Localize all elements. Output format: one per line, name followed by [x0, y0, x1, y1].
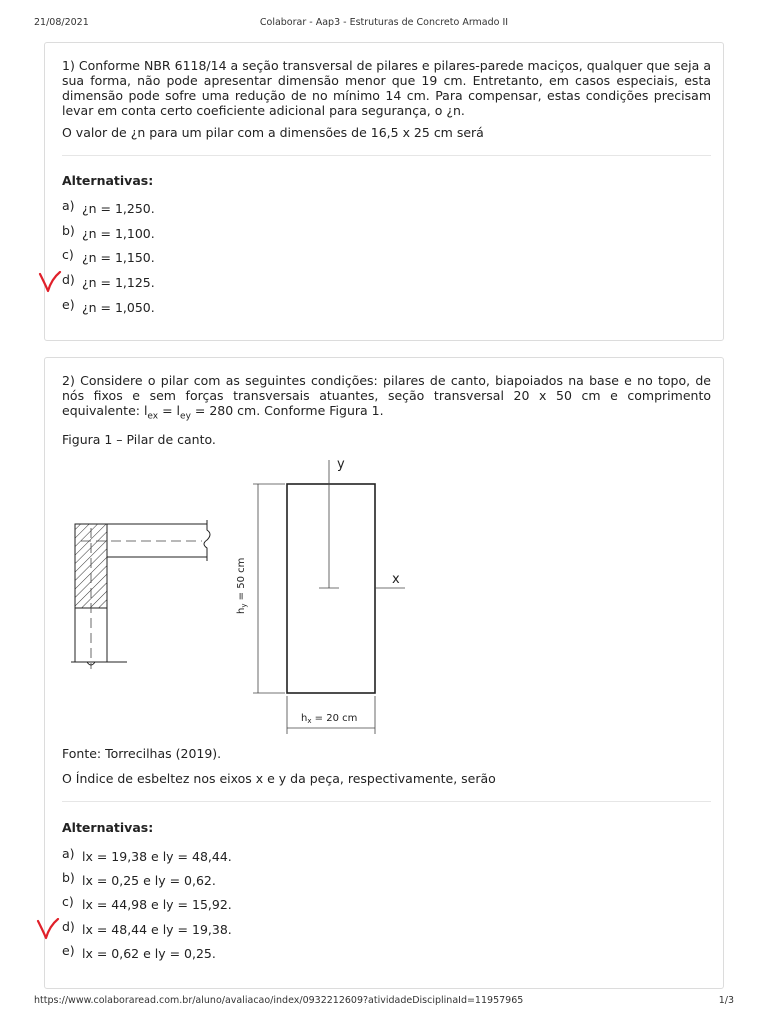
corner-column-detail [71, 520, 210, 669]
divider [62, 155, 711, 156]
page-url: https://www.colaboraread.com.br/aluno/avaliacao/index/0932212609?atividadeDisciplinaId=11957965 [34, 995, 524, 1006]
column-figure [57, 454, 437, 734]
alternative-b[interactable]: b) lx = 0,25 e ly = 0,62. [62, 870, 216, 888]
alternative-e[interactable]: e) lx = 0,62 e ly = 0,25. [62, 943, 216, 961]
question-1-statement: 1) Conforme NBR 6118/14 a seção transversal de pilares e pilares-parede maciços, qualquer que seja a sua forma, não pode apresentar dimensão menor que 19 cm. Entretanto, em casos especiais, esta dimensão pode sofre uma redução de no mínimo 14 cm. Para compensar, estas condições precisam levar em conta certo coeficiente adicional para segurança, o ¿n. O valor de ¿n para um pilar com a dimensões de 16,5 x 25 cm será [62, 58, 711, 140]
alternative-a[interactable]: a) lx = 19,38 e ly = 48,44. [62, 846, 232, 864]
dimension-height: $h_y = 50$ cm [236, 557, 248, 614]
checkmark-icon [38, 271, 62, 293]
alternative-c[interactable]: c) ¿n = 1,150. [62, 247, 155, 265]
alternative-b[interactable]: b) ¿n = 1,100. [62, 223, 155, 241]
alternative-d[interactable]: d) lx = 48,44 e ly = 19,38. [62, 919, 232, 937]
question-card-1 [44, 42, 724, 341]
question-2-statement: 2) Considere o pilar com as seguintes condições: pilares de canto, biapoiados na base e no topo, de nós fixos e sem forças transversais atuantes, seção transversal 20 x 50 cm e comprimento equivalente: $l_{ex} = l_{ey} = 280$ cm. Conforme Figura 1. Figura 1 – Pilar de canto. [62, 373, 711, 447]
print-date: 21/08/2021 [34, 17, 89, 28]
question-card-2 [44, 357, 724, 989]
print-footer [34, 995, 734, 1009]
axis-label-y: y [337, 457, 345, 472]
cross-section [236, 457, 405, 734]
print-title: Colaborar - Aap3 - Estruturas de Concreto Armado II [259, 17, 509, 28]
page-number: 1/3 [718, 995, 734, 1006]
divider [62, 801, 711, 802]
print-header [34, 17, 734, 31]
axis-label-x: x [392, 572, 400, 587]
dimension-width: $h_x = 20$ cm [301, 713, 358, 725]
checkmark-icon [36, 918, 60, 940]
question-1-prompt: O valor de ¿n para um pilar com a dimensões de 16,5 x 25 cm será [62, 125, 484, 140]
alternative-a[interactable]: a) ¿n = 1,250. [62, 198, 155, 216]
alternative-c[interactable]: c) lx = 44,98 e ly = 15,92. [62, 894, 232, 912]
alternatives-title: Alternativas: [62, 820, 154, 835]
question-2-prompt: O Índice de esbeltez nos eixos x e y da peça, respectivamente, serão [62, 771, 496, 786]
alternative-e[interactable]: e) ¿n = 1,050. [62, 297, 155, 315]
figure-caption: Figura 1 – Pilar de canto. [62, 431, 216, 447]
alternatives-title: Alternativas: [62, 173, 154, 188]
alternative-d[interactable]: d) ¿n = 1,125. [62, 272, 155, 290]
figure-source: Fonte: Torrecilhas (2019). [62, 746, 222, 761]
